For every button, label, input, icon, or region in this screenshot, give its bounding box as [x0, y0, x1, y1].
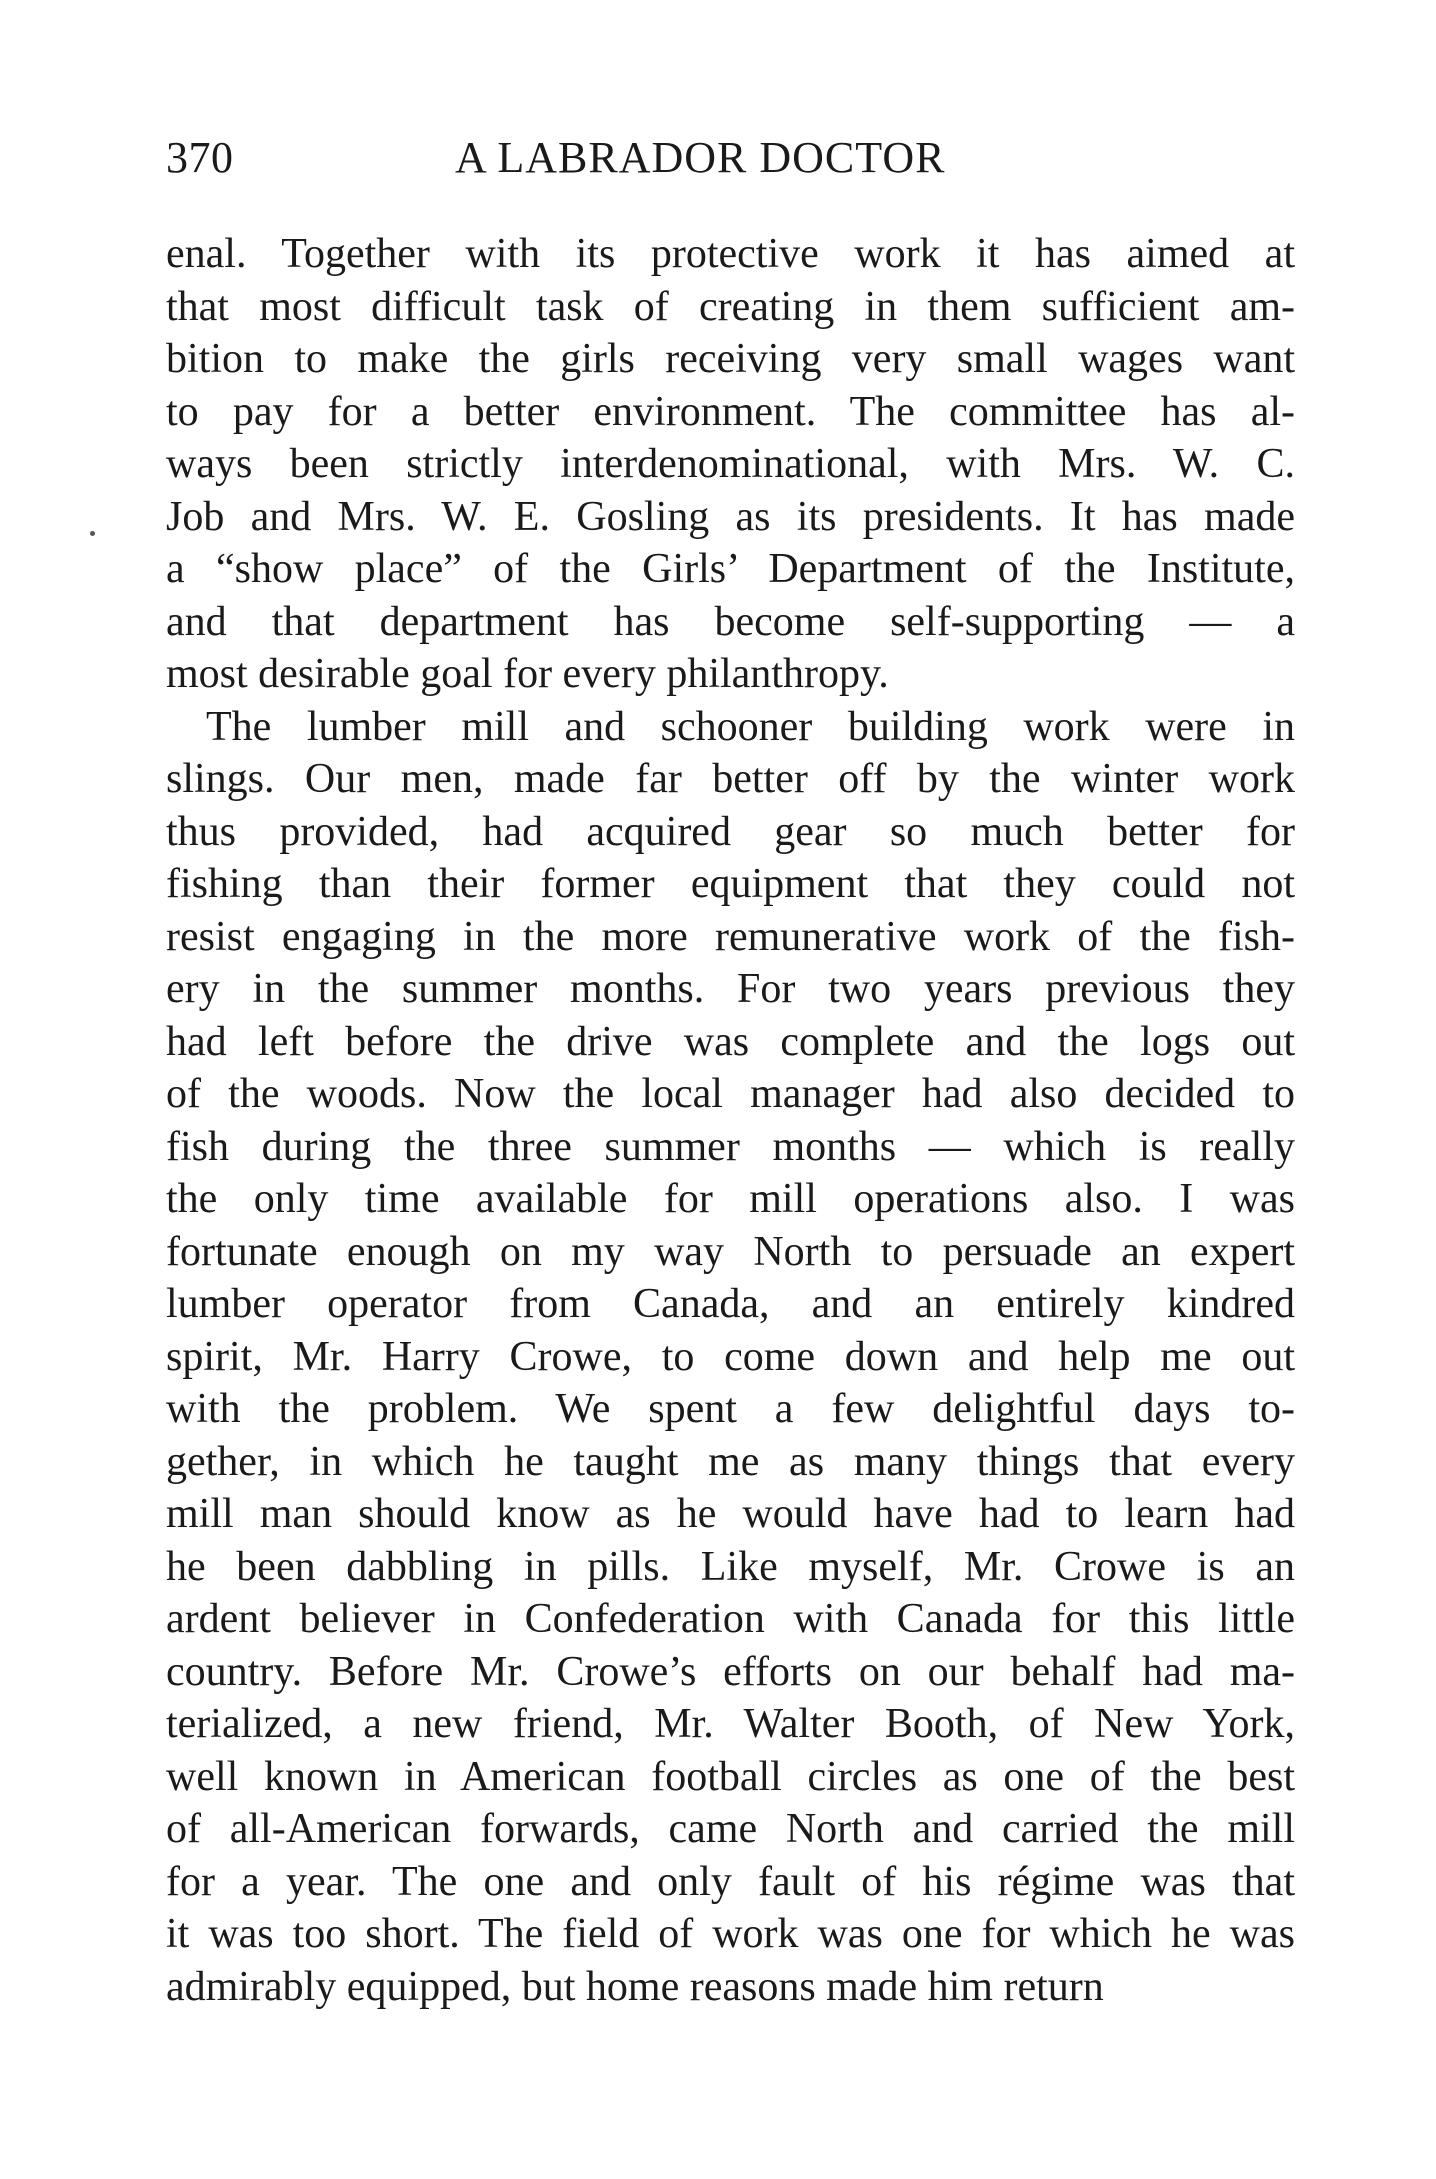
text-line: for a year. The one and only fault of his régime was that [166, 1858, 1295, 1905]
text-line: bition to make the girls receiving very small wages want [166, 336, 1295, 382]
text-line: that most difficult task of creating in them sufficient am- [166, 283, 1295, 330]
text-line: Job and Mrs. W. E. Gosling as its presidents. It has made [166, 493, 1295, 540]
text-line: fishing than their former equipment that they could not [166, 861, 1295, 907]
text-line: ardent believer in Confederation with Canada for this little [166, 1596, 1295, 1642]
text-line: of the woods. Now the local manager had also decided to [166, 1071, 1295, 1117]
text-line: well known in American football circles as one of the best [166, 1753, 1295, 1800]
text-line: and that department has become self-supporting — a [166, 598, 1295, 645]
paragraph [166, 701, 1295, 2014]
margin-speck [90, 531, 95, 536]
page-header [166, 128, 1296, 188]
running-title: A LABRADOR DOCTOR [455, 133, 946, 182]
text-line: it was too short. The field of work was one for which he was [166, 1911, 1295, 1957]
text-line: fish during the three summer months — which is really [166, 1123, 1295, 1170]
text-line: terialized, a new friend, Mr. Walter Booth, of New York, [166, 1701, 1295, 1747]
text-line: the only time available for mill operations also. I was [166, 1176, 1295, 1222]
body-text [166, 228, 1295, 2013]
text-line: resist engaging in the more remunerative work of the fish- [166, 913, 1295, 960]
text-line: lumber operator from Canada, and an entirely kindred [166, 1281, 1295, 1327]
text-line: gether, in which he taught me as many things that every [166, 1438, 1295, 1485]
text-line: had left before the drive was complete and the logs out [166, 1018, 1295, 1065]
text-line: he been dabbling in pills. Like myself, Mr. Crowe is an [166, 1543, 1295, 1590]
text-line: mill man should know as he would have had to learn had [166, 1491, 1295, 1537]
text-line: country. Before Mr. Crowe’s efforts on our behalf had ma- [166, 1648, 1295, 1695]
text-line: The lumber mill and schooner building work were in [206, 703, 1295, 750]
text-line: slings. Our men, made far better off by the winter work [166, 756, 1295, 802]
text-line: of all-American forwards, came North and carried the mill [166, 1806, 1295, 1852]
text-line: most desirable goal for every philanthropy. [166, 651, 889, 697]
text-line: to pay for a better environment. The committee has al- [166, 388, 1295, 435]
text-line: a “show place” of the Girls’ Department of the Institute, [166, 546, 1295, 592]
text-line: admirably equipped, but home reasons made him return [166, 1963, 1104, 2010]
text-line: enal. Together with its protective work it has aimed at [166, 231, 1295, 277]
text-line: with the problem. We spent a few delightful days to- [166, 1386, 1295, 1432]
text-line: ery in the summer months. For two years previous they [166, 966, 1295, 1012]
paragraph [166, 228, 1295, 701]
page-number: 370 [166, 133, 234, 182]
text-line: spirit, Mr. Harry Crowe, to come down and help me out [166, 1333, 1295, 1380]
text-line: thus provided, had acquired gear so much better for [166, 808, 1295, 855]
text-line: ways been strictly interdenominational, with Mrs. W. C. [166, 441, 1295, 487]
text-line: fortunate enough on my way North to persuade an expert [166, 1228, 1295, 1275]
